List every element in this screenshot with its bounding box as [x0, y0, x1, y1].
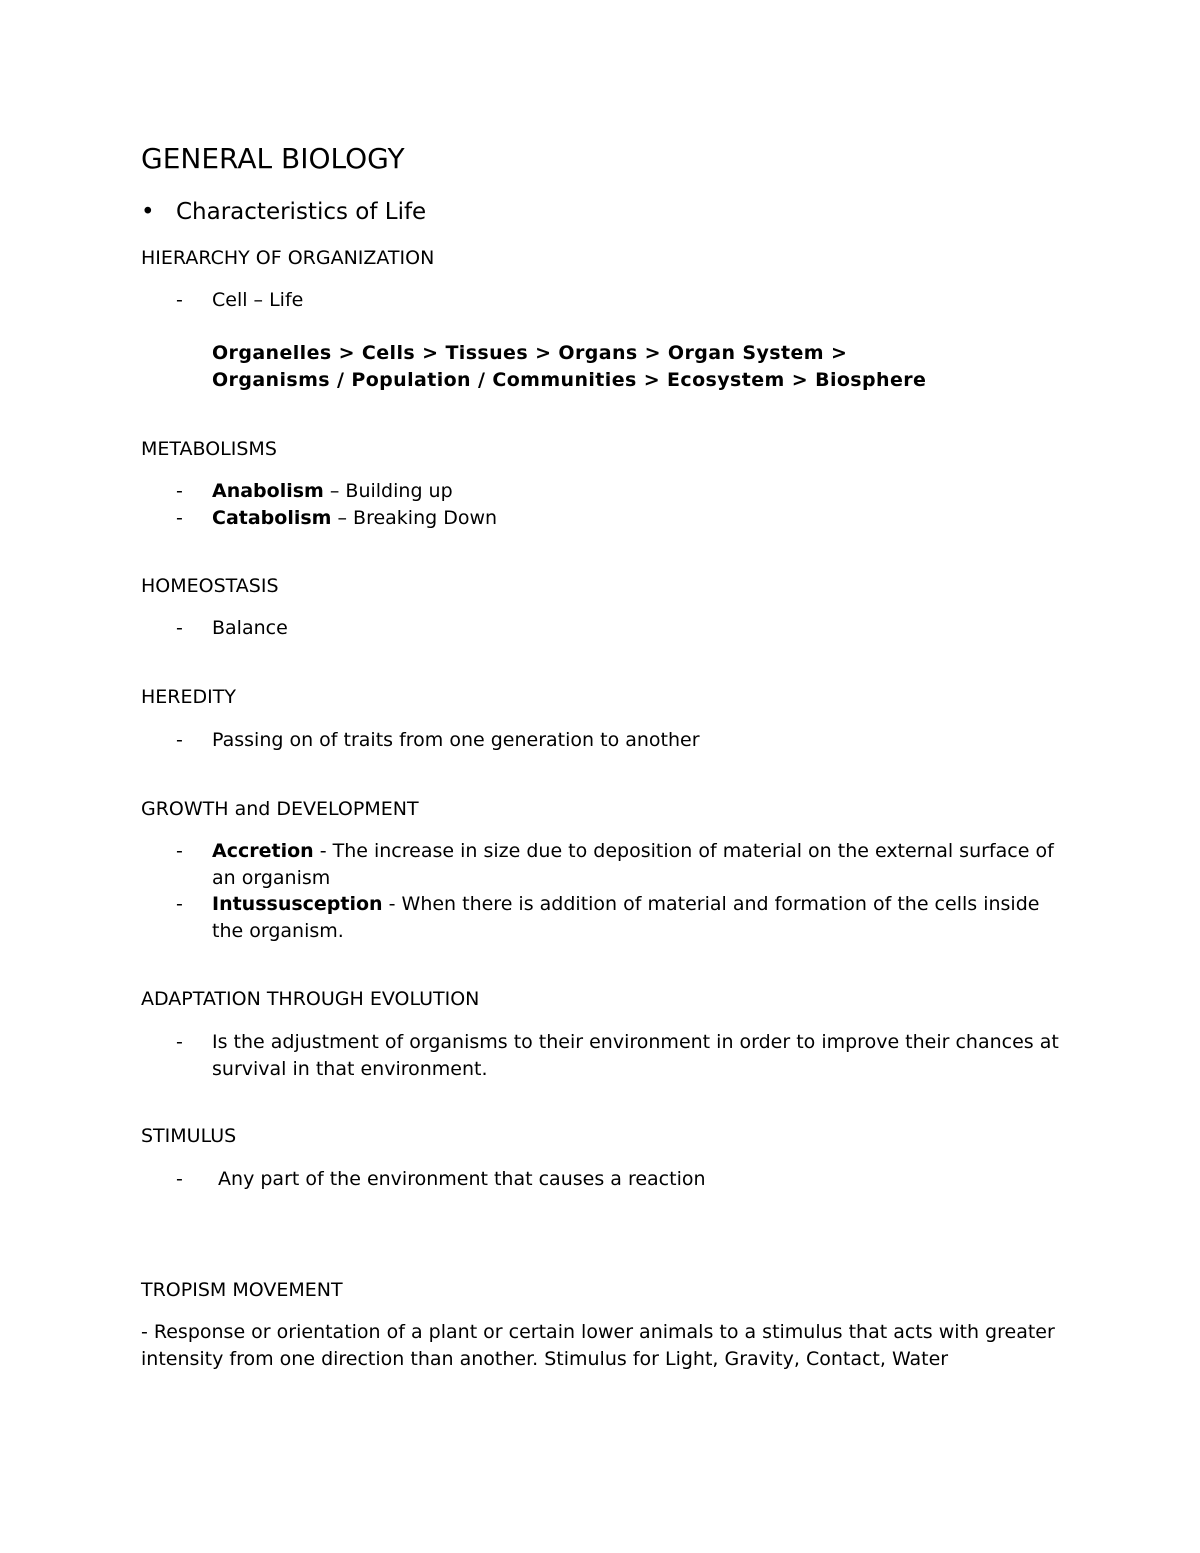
- term: Intussusception: [212, 893, 383, 915]
- definition: – Breaking Down: [331, 507, 498, 529]
- dash-marker: -: [176, 480, 183, 502]
- tropism-paragraph: - Response or orientation of a plant or certain lower animals to a stimulus that acts with greater intensity from one direction than another. Stimulus for Light, Gravity, Contact, Water: [141, 1321, 1055, 1370]
- dash-marker: -: [176, 840, 183, 862]
- term: Accretion: [212, 840, 314, 862]
- list-item: [141, 1166, 1071, 1193]
- list-item: [141, 1029, 1071, 1082]
- section-heading-heredity: HEREDITY: [141, 686, 236, 708]
- list-item-text: Passing on of traits from one generation to another: [212, 729, 700, 751]
- list-item: [141, 478, 1071, 505]
- dash-marker: -: [176, 289, 183, 311]
- list-item: [141, 727, 1071, 754]
- definition: – Building up: [323, 480, 453, 502]
- dash-marker: -: [176, 617, 183, 639]
- list-item: [141, 838, 1071, 891]
- section-heading-homeostasis: HOMEOSTASIS: [141, 575, 279, 597]
- list-item: [141, 891, 1071, 944]
- dash-marker: -: [176, 893, 183, 915]
- section-heading-metabolisms: METABOLISMS: [141, 438, 277, 460]
- definition: - When there is addition of material and formation of the cells inside the organism.: [212, 893, 1040, 942]
- term: Anabolism: [212, 480, 324, 502]
- list-item-text: Cell – Life: [212, 289, 304, 311]
- hierarchy-chain-line: Organelles > Cells > Tissues > Organs > Organ System >: [212, 342, 848, 364]
- dash-marker: -: [176, 729, 183, 751]
- section-heading-adaptation: ADAPTATION THROUGH EVOLUTION: [141, 988, 480, 1010]
- list-item: [141, 615, 1071, 642]
- dash-marker: -: [176, 507, 183, 529]
- list-item-text: Balance: [212, 617, 288, 639]
- term: Catabolism: [212, 507, 332, 529]
- dash-marker: -: [176, 1031, 183, 1053]
- list-item: [141, 287, 1071, 314]
- list-item-text: Is the adjustment of organisms to their environment in order to improve their chances at survival in that environment.: [212, 1031, 1059, 1080]
- section-heading-tropism: TROPISM MOVEMENT: [141, 1279, 343, 1301]
- hierarchy-chain: [212, 340, 926, 393]
- section-heading-stimulus: STIMULUS: [141, 1125, 237, 1147]
- section-heading-hierarchy: HIERARCHY OF ORGANIZATION: [141, 247, 435, 269]
- hierarchy-chain-line: Organisms / Population / Communities > Ecosystem > Biosphere: [212, 368, 927, 391]
- section-heading-growth: GROWTH and DEVELOPMENT: [141, 798, 419, 820]
- dash-marker: -: [176, 1168, 183, 1190]
- bullet-heading-text: Characteristics of Life: [176, 199, 427, 225]
- list-item: [141, 505, 1071, 532]
- page-title: GENERAL BIOLOGY: [141, 142, 405, 175]
- definition: - The increase in size due to deposition of material on the external surface of an organism: [212, 840, 1054, 889]
- list-item-text: Any part of the environment that causes a reaction: [212, 1168, 706, 1190]
- bullet-icon: •: [141, 199, 155, 225]
